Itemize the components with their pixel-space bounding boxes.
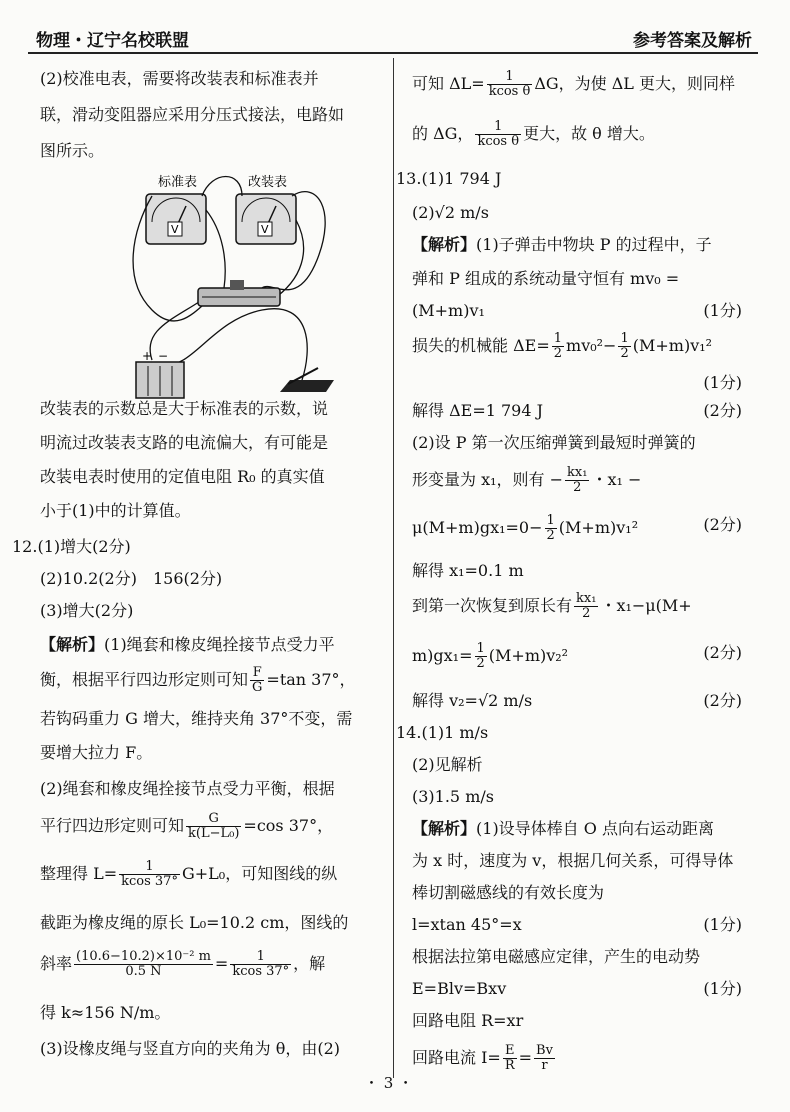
fraction: $\frac{1}{2}$ bbox=[620, 331, 629, 361]
answer-12-1: 12.(1)增大(2分) bbox=[12, 537, 131, 556]
plus-sign: + bbox=[142, 349, 153, 363]
circuit-figure bbox=[112, 170, 342, 400]
score: (1分) bbox=[703, 373, 742, 392]
text-line: 图所示。 bbox=[40, 141, 105, 160]
formula-line: 整理得 L= $\frac{1}{kcos 37^\circ}$ G+L₀，可知图线的纵 bbox=[40, 859, 338, 889]
text-line: (2)校准电表，需要将改装表和标准表并 bbox=[40, 69, 319, 88]
text-line: l=xtan 45°=x (1分) bbox=[412, 915, 742, 934]
fraction: $\frac{1}{2}$ bbox=[553, 331, 563, 361]
text-line: (2)设 P 第一次压缩弹簧到最短时弹簧的 bbox=[412, 433, 696, 452]
formula-line: μ(M+m)gx₁=0− $\frac{1}{2}$ (M+m)v₁² (2分) bbox=[412, 513, 742, 543]
label-standard-meter: 标准表 bbox=[158, 175, 198, 190]
formula-line: 到第一次恢复到原长有 $\frac{\text{kx₁}}{2}$ ・x₁−μ(M+ bbox=[412, 591, 692, 621]
text-line: 若钩码重力 G 增大，维持夹角 37°不变，需 bbox=[40, 709, 353, 728]
battery bbox=[136, 349, 184, 398]
formula-line: m)gx₁= $\frac{1}{2}$ (M+m)v₂² (2分) bbox=[412, 641, 742, 671]
text-line: (2)绳套和橡皮绳拴接节点受力平衡，根据 bbox=[40, 779, 335, 798]
column-divider bbox=[393, 58, 394, 1078]
text-line: 解得 x₁=0.1 m bbox=[412, 561, 524, 580]
text-line: 得 k≈156 N/m。 bbox=[40, 1003, 171, 1022]
answer-14-2: (2)见解析 bbox=[412, 755, 483, 774]
score: (1分) bbox=[703, 979, 742, 998]
formula-line: 衡，根据平行四边形定则可知 $\frac{F}{G}$ =tan 37°， bbox=[40, 665, 356, 695]
text-line: 根据法拉第电磁感应定律，产生的电动势 bbox=[412, 947, 701, 966]
fraction: $\frac{1}{2}$ bbox=[546, 513, 555, 543]
score: (2分) bbox=[703, 643, 742, 662]
formula-line: 的 ΔG， $\frac{1}{\text{kcos θ}}$ 更大，故 θ 增大。 bbox=[412, 119, 655, 149]
text-line: 明流过改装表支路的电流偏大，有可能是 bbox=[40, 433, 329, 452]
analysis-line: 【解析】(1)子弹击中物块 P 的过程中，子 bbox=[412, 235, 712, 254]
text-line: 小于(1)中的计算值。 bbox=[40, 501, 191, 520]
answer-12-3: (3)增大(2分) bbox=[40, 601, 134, 620]
meter-letter: V bbox=[171, 223, 179, 236]
answer-13-2: (2)√2 m/s bbox=[412, 203, 489, 222]
text-line: 解得 v₂=√2 m/s (2分) bbox=[412, 691, 742, 710]
fraction: $\frac{1}{kcos 37^\circ}$ bbox=[121, 859, 178, 889]
answer-12-2: (2)10.2(2分) 156(2分) bbox=[40, 569, 223, 588]
minus-sign: − bbox=[158, 349, 169, 363]
text-line: 改装电表时使用的定值电阻 R₀ 的真实值 bbox=[40, 467, 325, 486]
fraction: $\frac{\text{kx₁}}{2}$ bbox=[576, 591, 597, 621]
score: (2分) bbox=[703, 691, 742, 710]
text-line: 联，滑动变阻器应采用分压式接法，电路如 bbox=[40, 105, 345, 124]
fraction: $\frac{F}{G}$ bbox=[252, 665, 263, 695]
formula-line: 平行四边形定则可知 $\frac{G}{\text{k(L−L₀)}}$ =cos 37°， bbox=[40, 811, 334, 841]
fraction: $\frac{1}{\text{kcos θ}}$ bbox=[477, 119, 520, 149]
fraction: $\frac{1}{kcos 37^\circ}$ bbox=[232, 949, 290, 979]
score: (1分) bbox=[703, 301, 742, 320]
text-line: 要增大拉力 F。 bbox=[40, 743, 153, 762]
text-line: 改装表的示数总是大于标准表的示数，说 bbox=[40, 399, 329, 418]
page-number: ・ 3 ・ bbox=[364, 1074, 414, 1092]
header-section: 参考答案及解析 bbox=[633, 31, 752, 51]
answer-13-1: 13.(1)1 794 J bbox=[396, 169, 502, 188]
header-subject: 物理・辽宁名校联盟 bbox=[36, 31, 189, 51]
text-line: (M+m)v₁ (1分) bbox=[412, 301, 742, 320]
text-line: 回路电阻 R=xr bbox=[412, 1011, 524, 1030]
fraction: $\frac{1}{\text{kcos θ}}$ bbox=[488, 69, 531, 99]
analysis-line: 【解析】(1)设导体棒自 O 点向右运动距离 bbox=[412, 819, 714, 838]
score: (2分) bbox=[703, 515, 742, 534]
analysis-tag: 【解析】 bbox=[412, 235, 477, 254]
formula-line: 回路电流 I= $\frac{E}{R}$ = $\frac{Bv}{r}$ bbox=[412, 1043, 553, 1073]
switch bbox=[280, 368, 334, 392]
text-line: 棒切割磁感线的有效长度为 bbox=[412, 883, 605, 902]
fraction: $\frac{E}{R}$ bbox=[504, 1043, 515, 1073]
text-line: 弹和 P 组成的系统动量守恒有 mv₀ = bbox=[412, 269, 680, 288]
label-modified-meter: 改装表 bbox=[248, 175, 288, 190]
text-line: 解得 ΔE=1 794 J (2分) bbox=[412, 401, 742, 420]
answer-14-3: (3)1.5 m/s bbox=[412, 787, 494, 806]
fraction: $\frac{G}{\text{k(L−L₀)}}$ bbox=[188, 811, 240, 841]
text-line: 截距为橡皮绳的原长 L₀=10.2 cm，图线的 bbox=[40, 913, 349, 932]
page-header bbox=[28, 22, 758, 52]
fraction: $\frac{Bv}{r}$ bbox=[536, 1043, 553, 1073]
analysis-tag: 【解析】 bbox=[40, 635, 105, 654]
meter-letter: V bbox=[261, 223, 269, 236]
standard-meter bbox=[146, 194, 206, 244]
formula-line: 可知 ΔL= $\frac{1}{\text{kcos θ}}$ ΔG，为使 ΔL 更大，则同样 bbox=[412, 69, 736, 99]
analysis-tag: 【解析】 bbox=[412, 819, 477, 838]
score: (1分) bbox=[703, 915, 742, 934]
modified-meter bbox=[236, 194, 296, 244]
score: (2分) bbox=[703, 401, 742, 420]
formula-line: 损失的机械能 ΔE= $\frac{1}{2}$ mv₀²− $\frac{1}{2}$ (M+m)v₁² bbox=[412, 331, 713, 361]
text-line: (3)设橡皮绳与竖直方向的夹角为 θ，由(2) bbox=[40, 1039, 341, 1058]
text-line: E=Blv=Bxv (1分) bbox=[412, 979, 742, 998]
header-rule bbox=[28, 52, 758, 54]
formula-line: 斜率 $\frac{\text{(10.6−10.2)×10⁻² m}}{0.5 N}$ = $\frac{1}{kcos 37^\circ}$ ，解 bbox=[40, 949, 326, 979]
analysis-line: 【解析】(1)绳套和橡皮绳拴接节点受力平 bbox=[40, 635, 335, 654]
fraction: $\frac{\text{kx₁}}{2}$ bbox=[567, 465, 588, 495]
fraction: $\frac{\text{(10.6−10.2)×10⁻² m}}{0.5 N}$ bbox=[76, 949, 211, 979]
fraction: $\frac{1}{2}$ bbox=[476, 641, 485, 671]
answer-14-1: 14.(1)1 m/s bbox=[396, 723, 489, 742]
rheostat bbox=[198, 280, 280, 306]
formula-line: 形变量为 x₁，则有 − $\frac{\text{kx₁}}{2}$ ・x₁ − bbox=[412, 465, 642, 495]
text-line: 为 x 时，速度为 v，根据几何关系，可得导体 bbox=[412, 851, 734, 870]
